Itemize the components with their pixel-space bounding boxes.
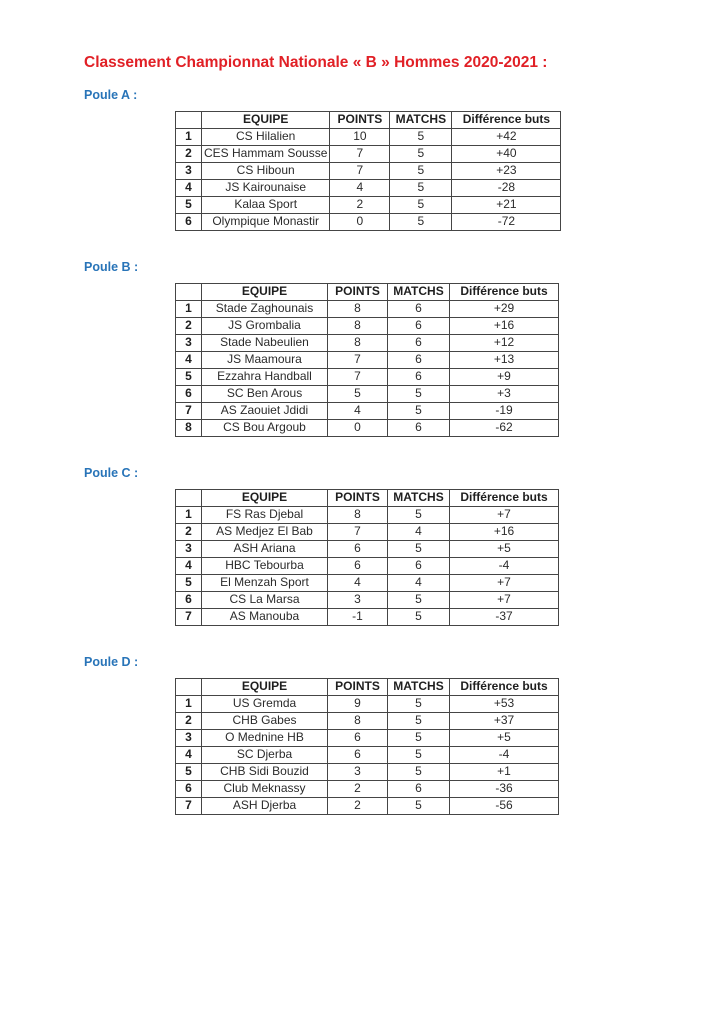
table-row <box>176 180 561 197</box>
matchs-cell: 5 <box>388 592 450 609</box>
points-cell: 6 <box>328 747 388 764</box>
team-cell: CS Hiboun <box>202 163 330 180</box>
rank-cell: 1 <box>176 129 202 146</box>
team-cell: ASH Ariana <box>202 541 328 558</box>
goal-diff-cell: -37 <box>450 609 559 626</box>
goal-diff-cell: +21 <box>452 197 561 214</box>
goal-diff-cell: -62 <box>450 420 559 437</box>
goal-diff-cell: +7 <box>450 575 559 592</box>
standings-table <box>175 678 559 815</box>
table-row <box>176 386 559 403</box>
poule-section <box>84 260 705 437</box>
table-header-row <box>176 679 559 696</box>
goal-diff-cell: +29 <box>450 301 559 318</box>
table-row <box>176 575 559 592</box>
header-cell-matchs: MATCHS <box>388 284 450 301</box>
rank-cell: 6 <box>176 781 202 798</box>
rank-cell: 5 <box>176 369 202 386</box>
goal-diff-cell: -72 <box>452 214 561 231</box>
rank-cell: 5 <box>176 197 202 214</box>
header-cell-points: POINTS <box>330 112 390 129</box>
matchs-cell: 5 <box>390 163 452 180</box>
header-cell-goal-diff: Différence buts <box>452 112 561 129</box>
points-cell: 5 <box>328 386 388 403</box>
header-cell-goal-diff: Différence buts <box>450 679 559 696</box>
table-row <box>176 558 559 575</box>
matchs-cell: 6 <box>388 301 450 318</box>
matchs-cell: 5 <box>388 696 450 713</box>
header-cell-goal-diff: Différence buts <box>450 284 559 301</box>
rank-cell: 1 <box>176 696 202 713</box>
matchs-cell: 5 <box>388 764 450 781</box>
rank-cell: 3 <box>176 335 202 352</box>
standings-table <box>175 283 559 437</box>
poule-section <box>84 466 705 626</box>
goal-diff-cell: +7 <box>450 592 559 609</box>
table-row <box>176 798 559 815</box>
header-cell-matchs: MATCHS <box>388 679 450 696</box>
goal-diff-cell: -28 <box>452 180 561 197</box>
team-cell: JS Grombalia <box>202 318 328 335</box>
points-cell: 2 <box>328 781 388 798</box>
rank-cell: 8 <box>176 420 202 437</box>
rank-cell: 5 <box>176 764 202 781</box>
team-cell: AS Zaouiet Jdidi <box>202 403 328 420</box>
table-row <box>176 592 559 609</box>
points-cell: 8 <box>328 507 388 524</box>
goal-diff-cell: +23 <box>452 163 561 180</box>
points-cell: 6 <box>328 558 388 575</box>
points-cell: 8 <box>328 713 388 730</box>
table-row <box>176 730 559 747</box>
matchs-cell: 5 <box>388 798 450 815</box>
points-cell: 7 <box>328 369 388 386</box>
header-cell-rank <box>176 112 202 129</box>
points-cell: 7 <box>330 163 390 180</box>
points-cell: 4 <box>330 180 390 197</box>
table-row <box>176 781 559 798</box>
table-row <box>176 507 559 524</box>
goal-diff-cell: +40 <box>452 146 561 163</box>
rank-cell: 2 <box>176 318 202 335</box>
team-cell: El Menzah Sport <box>202 575 328 592</box>
rank-cell: 4 <box>176 180 202 197</box>
matchs-cell: 5 <box>390 180 452 197</box>
team-cell: JS Kairounaise <box>202 180 330 197</box>
goal-diff-cell: +1 <box>450 764 559 781</box>
header-cell-points: POINTS <box>328 679 388 696</box>
team-cell: CS Hilalien <box>202 129 330 146</box>
points-cell: 4 <box>328 403 388 420</box>
goal-diff-cell: +13 <box>450 352 559 369</box>
rank-cell: 6 <box>176 386 202 403</box>
rank-cell: 2 <box>176 524 202 541</box>
team-cell: Stade Nabeulien <box>202 335 328 352</box>
table-row <box>176 369 559 386</box>
table-header-row <box>176 112 561 129</box>
table-row <box>176 129 561 146</box>
points-cell: 7 <box>328 524 388 541</box>
header-cell-points: POINTS <box>328 490 388 507</box>
rank-cell: 2 <box>176 713 202 730</box>
rank-cell: 7 <box>176 609 202 626</box>
table-row <box>176 301 559 318</box>
goal-diff-cell: +16 <box>450 524 559 541</box>
table-row <box>176 764 559 781</box>
table-row <box>176 696 559 713</box>
goal-diff-cell: +37 <box>450 713 559 730</box>
points-cell: -1 <box>328 609 388 626</box>
matchs-cell: 6 <box>388 352 450 369</box>
rank-cell: 1 <box>176 507 202 524</box>
header-cell-team: EQUIPE <box>202 284 328 301</box>
points-cell: 8 <box>328 301 388 318</box>
poule-section <box>84 88 705 231</box>
rank-cell: 4 <box>176 747 202 764</box>
matchs-cell: 5 <box>390 129 452 146</box>
goal-diff-cell: +3 <box>450 386 559 403</box>
team-cell: AS Medjez El Bab <box>202 524 328 541</box>
team-cell: Ezzahra Handball <box>202 369 328 386</box>
team-cell: Stade Zaghounais <box>202 301 328 318</box>
points-cell: 0 <box>328 420 388 437</box>
matchs-cell: 6 <box>388 781 450 798</box>
table-row <box>176 146 561 163</box>
rank-cell: 6 <box>176 592 202 609</box>
goal-diff-cell: -36 <box>450 781 559 798</box>
matchs-cell: 5 <box>388 747 450 764</box>
page-title: Classement Championnat Nationale « B » Hommes 2020-2021 : <box>84 54 548 71</box>
team-cell: FS Ras Djebal <box>202 507 328 524</box>
matchs-cell: 5 <box>388 403 450 420</box>
goal-diff-cell: -4 <box>450 558 559 575</box>
rank-cell: 7 <box>176 798 202 815</box>
rank-cell: 7 <box>176 403 202 420</box>
goal-diff-cell: +5 <box>450 730 559 747</box>
points-cell: 6 <box>328 730 388 747</box>
header-cell-goal-diff: Différence buts <box>450 490 559 507</box>
header-cell-team: EQUIPE <box>202 490 328 507</box>
rank-cell: 3 <box>176 163 202 180</box>
matchs-cell: 5 <box>388 541 450 558</box>
table-header-row <box>176 284 559 301</box>
matchs-cell: 6 <box>388 420 450 437</box>
poule-section <box>84 655 705 815</box>
goal-diff-cell: +42 <box>452 129 561 146</box>
header-cell-matchs: MATCHS <box>390 112 452 129</box>
table-row <box>176 163 561 180</box>
matchs-cell: 5 <box>388 609 450 626</box>
goal-diff-cell: +12 <box>450 335 559 352</box>
goal-diff-cell: +53 <box>450 696 559 713</box>
points-cell: 9 <box>328 696 388 713</box>
rank-cell: 6 <box>176 214 202 231</box>
team-cell: CHB Sidi Bouzid <box>202 764 328 781</box>
team-cell: CS La Marsa <box>202 592 328 609</box>
header-cell-matchs: MATCHS <box>388 490 450 507</box>
table-row <box>176 713 559 730</box>
team-cell: SC Djerba <box>202 747 328 764</box>
points-cell: 8 <box>328 318 388 335</box>
points-cell: 2 <box>328 798 388 815</box>
rank-cell: 4 <box>176 352 202 369</box>
rank-cell: 4 <box>176 558 202 575</box>
team-cell: ASH Djerba <box>202 798 328 815</box>
rank-cell: 3 <box>176 730 202 747</box>
matchs-cell: 6 <box>388 369 450 386</box>
rank-cell: 3 <box>176 541 202 558</box>
poule-heading: Poule A : <box>84 88 138 102</box>
table-row <box>176 214 561 231</box>
table-row <box>176 609 559 626</box>
header-cell-team: EQUIPE <box>202 112 330 129</box>
team-cell: Kalaa Sport <box>202 197 330 214</box>
matchs-cell: 4 <box>388 575 450 592</box>
matchs-cell: 6 <box>388 558 450 575</box>
header-cell-points: POINTS <box>328 284 388 301</box>
points-cell: 7 <box>330 146 390 163</box>
points-cell: 0 <box>330 214 390 231</box>
matchs-cell: 5 <box>388 386 450 403</box>
team-cell: O Mednine HB <box>202 730 328 747</box>
table-row <box>176 335 559 352</box>
table-row <box>176 747 559 764</box>
team-cell: CS Bou Argoub <box>202 420 328 437</box>
goal-diff-cell: -56 <box>450 798 559 815</box>
poules-container <box>84 88 705 815</box>
points-cell: 8 <box>328 335 388 352</box>
team-cell: SC Ben Arous <box>202 386 328 403</box>
poule-heading: Poule C : <box>84 466 139 480</box>
team-cell: JS Maamoura <box>202 352 328 369</box>
matchs-cell: 6 <box>388 318 450 335</box>
team-cell: US Gremda <box>202 696 328 713</box>
table-row <box>176 403 559 420</box>
header-cell-rank <box>176 679 202 696</box>
points-cell: 2 <box>330 197 390 214</box>
rank-cell: 1 <box>176 301 202 318</box>
team-cell: HBC Tebourba <box>202 558 328 575</box>
points-cell: 4 <box>328 575 388 592</box>
table-row <box>176 524 559 541</box>
goal-diff-cell: +5 <box>450 541 559 558</box>
goal-diff-cell: -19 <box>450 403 559 420</box>
goal-diff-cell: +16 <box>450 318 559 335</box>
table-row <box>176 420 559 437</box>
matchs-cell: 5 <box>388 730 450 747</box>
points-cell: 3 <box>328 592 388 609</box>
table-row <box>176 541 559 558</box>
matchs-cell: 5 <box>390 146 452 163</box>
goal-diff-cell: +7 <box>450 507 559 524</box>
table-row <box>176 197 561 214</box>
table-row <box>176 352 559 369</box>
points-cell: 10 <box>330 129 390 146</box>
team-cell: AS Manouba <box>202 609 328 626</box>
matchs-cell: 5 <box>388 507 450 524</box>
rank-cell: 2 <box>176 146 202 163</box>
team-cell: CES Hammam Sousse <box>202 146 330 163</box>
goal-diff-cell: -4 <box>450 747 559 764</box>
team-cell: CHB Gabes <box>202 713 328 730</box>
matchs-cell: 6 <box>388 335 450 352</box>
matchs-cell: 5 <box>388 713 450 730</box>
goal-diff-cell: +9 <box>450 369 559 386</box>
poule-heading: Poule D : <box>84 655 139 669</box>
points-cell: 6 <box>328 541 388 558</box>
standings-table <box>175 111 561 231</box>
table-row <box>176 318 559 335</box>
header-cell-rank <box>176 490 202 507</box>
header-cell-team: EQUIPE <box>202 679 328 696</box>
poule-heading: Poule B : <box>84 260 139 274</box>
points-cell: 7 <box>328 352 388 369</box>
matchs-cell: 5 <box>390 214 452 231</box>
team-cell: Club Meknassy <box>202 781 328 798</box>
header-cell-rank <box>176 284 202 301</box>
standings-table <box>175 489 559 626</box>
table-header-row <box>176 490 559 507</box>
rank-cell: 5 <box>176 575 202 592</box>
matchs-cell: 4 <box>388 524 450 541</box>
points-cell: 3 <box>328 764 388 781</box>
matchs-cell: 5 <box>390 197 452 214</box>
team-cell: Olympique Monastir <box>202 214 330 231</box>
